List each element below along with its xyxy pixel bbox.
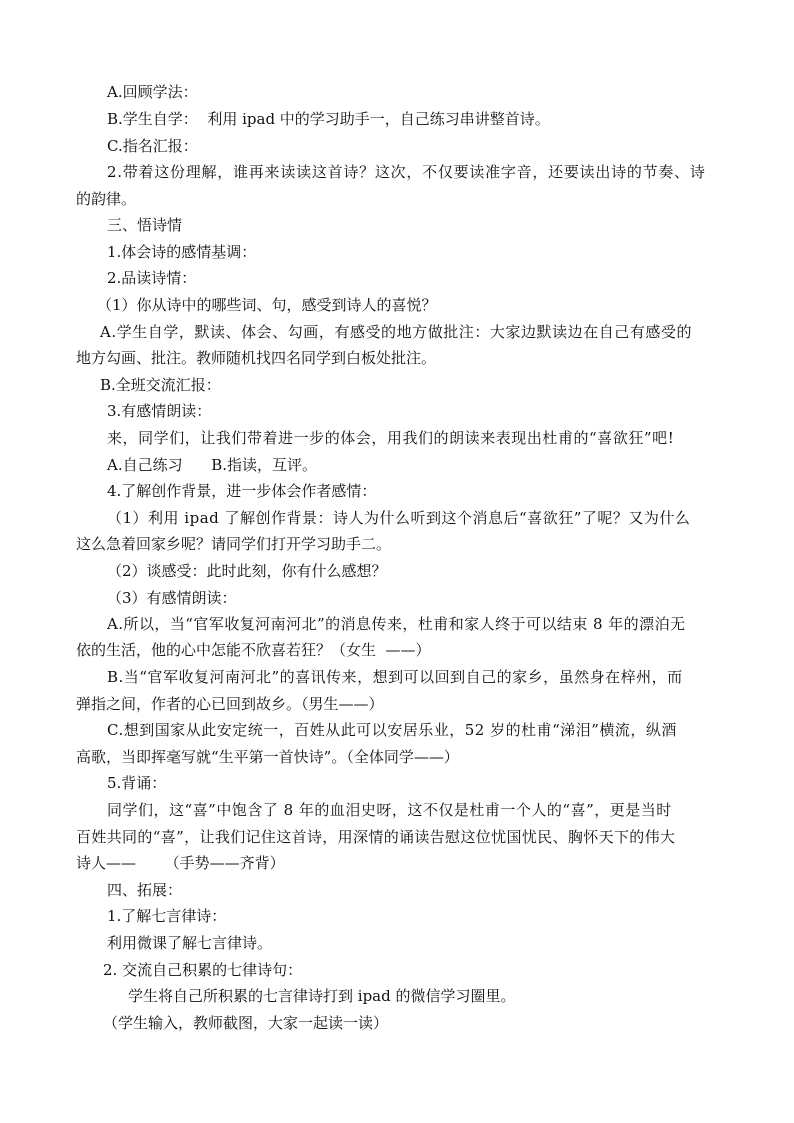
text-line: 4.了解创作背景，进一步体会作者感情： [107, 482, 377, 500]
text-line: 弹指之间，作者的心已回到故乡。（男生——） [76, 695, 384, 713]
text-line: 的韵律。 [76, 190, 137, 208]
text-line: 同学们，这“喜”中饱含了 8 年的血泪史呀，这不仅是杜甫一个人的“喜”，更是当时 [107, 801, 672, 819]
text-line: 2. 交流自己积累的七律诗句： [103, 961, 303, 979]
text-line: 地方勾画、批注。教师随机找四名同学到白板处批注。 [76, 349, 437, 367]
text-line: A.自己练习 B.指读，互评。 [107, 456, 318, 474]
text-line: A.回顾学法： [107, 83, 198, 101]
text-line: B.学生自学： 利用 ipad 中的学习助手一，自己练习串讲整首诗。 [107, 110, 550, 128]
text-line: A.所以，当“官军收复河南河北”的消息传来，杜甫和家人终于可以结束 8 年的漂泊无 [107, 615, 686, 633]
text-line: （学生输入，教师截图，大家一起读一读） [103, 1014, 389, 1032]
section-heading: 四、拓展： [107, 881, 183, 899]
text-line: 依的生活，他的心中怎能不欣喜若狂？（女生 ——） [76, 641, 431, 659]
text-line: 利用微课了解七言律诗。 [107, 934, 273, 952]
text-line: 诗人—— （手势——齐背） [76, 854, 285, 872]
text-line: 来，同学们，让我们带着进一步的体会，用我们的朗读来表现出杜甫的“喜欲狂”吧! [107, 429, 675, 447]
text-line: 这么急着回家乡呢？请同学们打开学习助手二。 [76, 535, 392, 553]
text-line: C.想到国家从此安定统一，百姓从此可以安居乐业，52 岁的杜甫“涕泪”横流，纵酒 [107, 721, 677, 739]
text-line: A.学生自学，默读、体会、勾画，有感受的地方做批注：大家边默读边在自己有感受的 [100, 323, 693, 341]
section-heading: 三、悟诗情 [107, 216, 183, 234]
text-line: （2）谈感受：此时此刻，你有什么感想？ [107, 562, 387, 580]
text-line: 1.了解七言律诗： [107, 907, 227, 925]
text-line: 学生将自己所积累的七言律诗打到 ipad 的微信学习圈里。 [128, 987, 516, 1005]
text-line: B.当“官军收复河南河北”的喜讯传来，想到可以回到自己的家乡，虽然身在梓州，而 [107, 668, 683, 686]
text-line: 3.有感情朗读： [107, 402, 212, 420]
text-line: 高歌，当即挥毫写就“生平第一首快诗”。（全体同学——） [76, 748, 459, 766]
text-line: （1）你从诗中的哪些词、句，感受到诗人的喜悦？ [97, 296, 437, 314]
text-line: 2.带着这份理解，谁再来读读这首诗？这次，不仅要读准字音，还要读出诗的节奏、诗 [107, 163, 706, 181]
text-line: 百姓共同的“喜”，让我们记住这首诗，用深情的诵读告慰这位忧国忧民、胸怀天下的伟大 [76, 828, 676, 846]
text-line: （3）有感情朗读： [107, 589, 237, 607]
text-line: 1.体会诗的感情基调： [107, 243, 257, 261]
text-line: B.全班交流汇报： [100, 376, 221, 394]
text-line: C.指名汇报： [107, 137, 198, 155]
text-line: （1）利用 ipad 了解创作背景：诗人为什么听到这个消息后“喜欲狂”了呢？又为什么 [107, 509, 691, 527]
text-line: 5.背诵： [107, 774, 167, 792]
text-line: 2.品读诗情： [107, 269, 197, 287]
